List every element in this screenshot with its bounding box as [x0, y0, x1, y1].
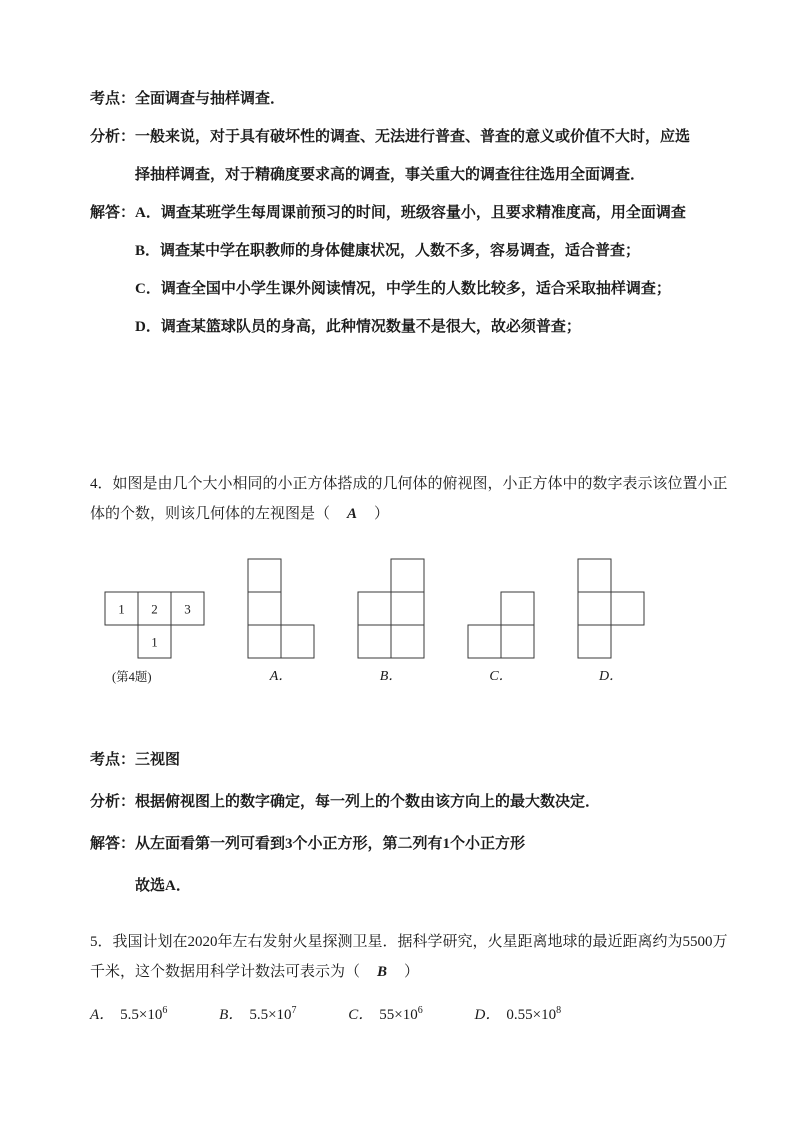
svg-text:3: 3 — [184, 601, 191, 617]
topview-figure — [104, 591, 205, 664]
explanation-block-survey — [90, 88, 714, 338]
jieda-line-b: B．调查某中学在职教师的身体健康状况，人数不多，容易调查，适合普查； — [135, 243, 641, 259]
question-4-answer: A — [347, 506, 358, 522]
q5-option-c-label: C． — [348, 1007, 374, 1023]
option-figure-a — [247, 558, 315, 687]
explanation-block-views — [90, 749, 714, 897]
kaodian-line: 考点：全面调查与抽样调查． — [90, 91, 286, 107]
q5-option-a-exponent: 6 — [162, 1005, 168, 1016]
q5-option-c-exponent: 6 — [417, 1005, 423, 1016]
topview-figure-block — [104, 591, 205, 687]
fenxi-line-1: 分析：一般来说，对于具有破坏性的调查、无法进行普查、普查的意义或价值不大时，应选 — [90, 129, 691, 145]
option-figure-b — [357, 558, 425, 687]
topview-caption: (第4题) — [112, 670, 152, 684]
question-5-text-line-2 — [90, 961, 714, 983]
q5-option-a-base: 5.5×10 — [120, 1007, 163, 1023]
question-4-text-pre: 体的个数，则该几何体的左视图是（ — [90, 506, 346, 522]
q4-fenxi-line: 分析：根据俯视图上的数字确定，每一列上的个数由该方向上的最大数决定． — [90, 794, 601, 810]
q4-kaodian-line: 考点：三视图 — [90, 752, 181, 768]
q4-jieda-line: 解答：从左面看第一列可看到3个小正方形，第二列有1个小正方形 — [90, 836, 526, 852]
question-5-text-post: ） — [389, 964, 420, 980]
question-5-options — [90, 1004, 714, 1026]
option-b-label: B． — [379, 669, 403, 684]
question-4-text-post: ） — [359, 506, 390, 522]
q5-option-d-base: 0.55×10 — [506, 1007, 557, 1023]
question-5 — [90, 931, 728, 1026]
option-d-shape — [577, 558, 645, 664]
q5-option-b-label: B． — [219, 1007, 244, 1023]
option-c-shape — [467, 591, 535, 664]
q5-option-c — [348, 1004, 422, 1026]
q5-option-b-exponent: 7 — [291, 1005, 297, 1016]
option-a-shape — [247, 558, 315, 664]
jieda-line-a: 解答：A．调查某班学生每周课前预习的时间，班级容量小，且要求精准度高，用全面调查 — [90, 205, 686, 221]
q5-option-b-base: 5.5×10 — [249, 1007, 292, 1023]
option-a-label: A． — [269, 669, 293, 684]
q5-option-a — [90, 1004, 167, 1026]
q5-option-d-exponent: 8 — [556, 1005, 562, 1016]
svg-text:1: 1 — [118, 601, 125, 617]
question-5-text-line-1: 5．我国计划在2020年左右发射火星探测卫星．据科学研究，火星距离地球的最近距离约为5500万 — [90, 934, 728, 950]
jieda-line-d: D．调查某篮球队员的身高，此种情况数量不是很大，故必须普查； — [135, 319, 581, 335]
option-figure-d — [577, 558, 645, 687]
question-4-figure-row — [104, 558, 714, 687]
question-4-text-line-1: 4．如图是由几个大小相同的小正方体搭成的几何体的俯视图，小正方体中的数字表示该位置小正 — [90, 476, 728, 492]
q4-conclusion-line: 故选A． — [135, 878, 191, 894]
jieda-line-c: C．调查全国中小学生课外阅读情况，中学生的人数比较多，适合采取抽样调查； — [135, 281, 671, 297]
question-5-text-pre: 千米，这个数据用科学计数法可表示为（ — [90, 964, 376, 980]
question-5-answer: B — [377, 964, 388, 980]
svg-text:1: 1 — [151, 634, 158, 650]
q5-option-b — [219, 1004, 296, 1026]
question-4-text-line-2 — [90, 503, 714, 525]
fenxi-line-2: 择抽样调查，对于精确度要求高的调查，事关重大的调查往往选用全面调查． — [135, 167, 646, 183]
option-c-label: C． — [489, 669, 513, 684]
option-b-shape — [357, 558, 425, 664]
question-4 — [90, 473, 728, 897]
q5-option-d — [475, 1004, 562, 1026]
svg-text:2: 2 — [151, 601, 158, 617]
q5-option-c-base: 55×10 — [379, 1007, 418, 1023]
q5-option-d-label: D． — [474, 1007, 501, 1023]
option-figure-c — [467, 591, 535, 687]
q5-option-a-label: A． — [90, 1007, 115, 1023]
option-d-label: D． — [598, 669, 624, 684]
